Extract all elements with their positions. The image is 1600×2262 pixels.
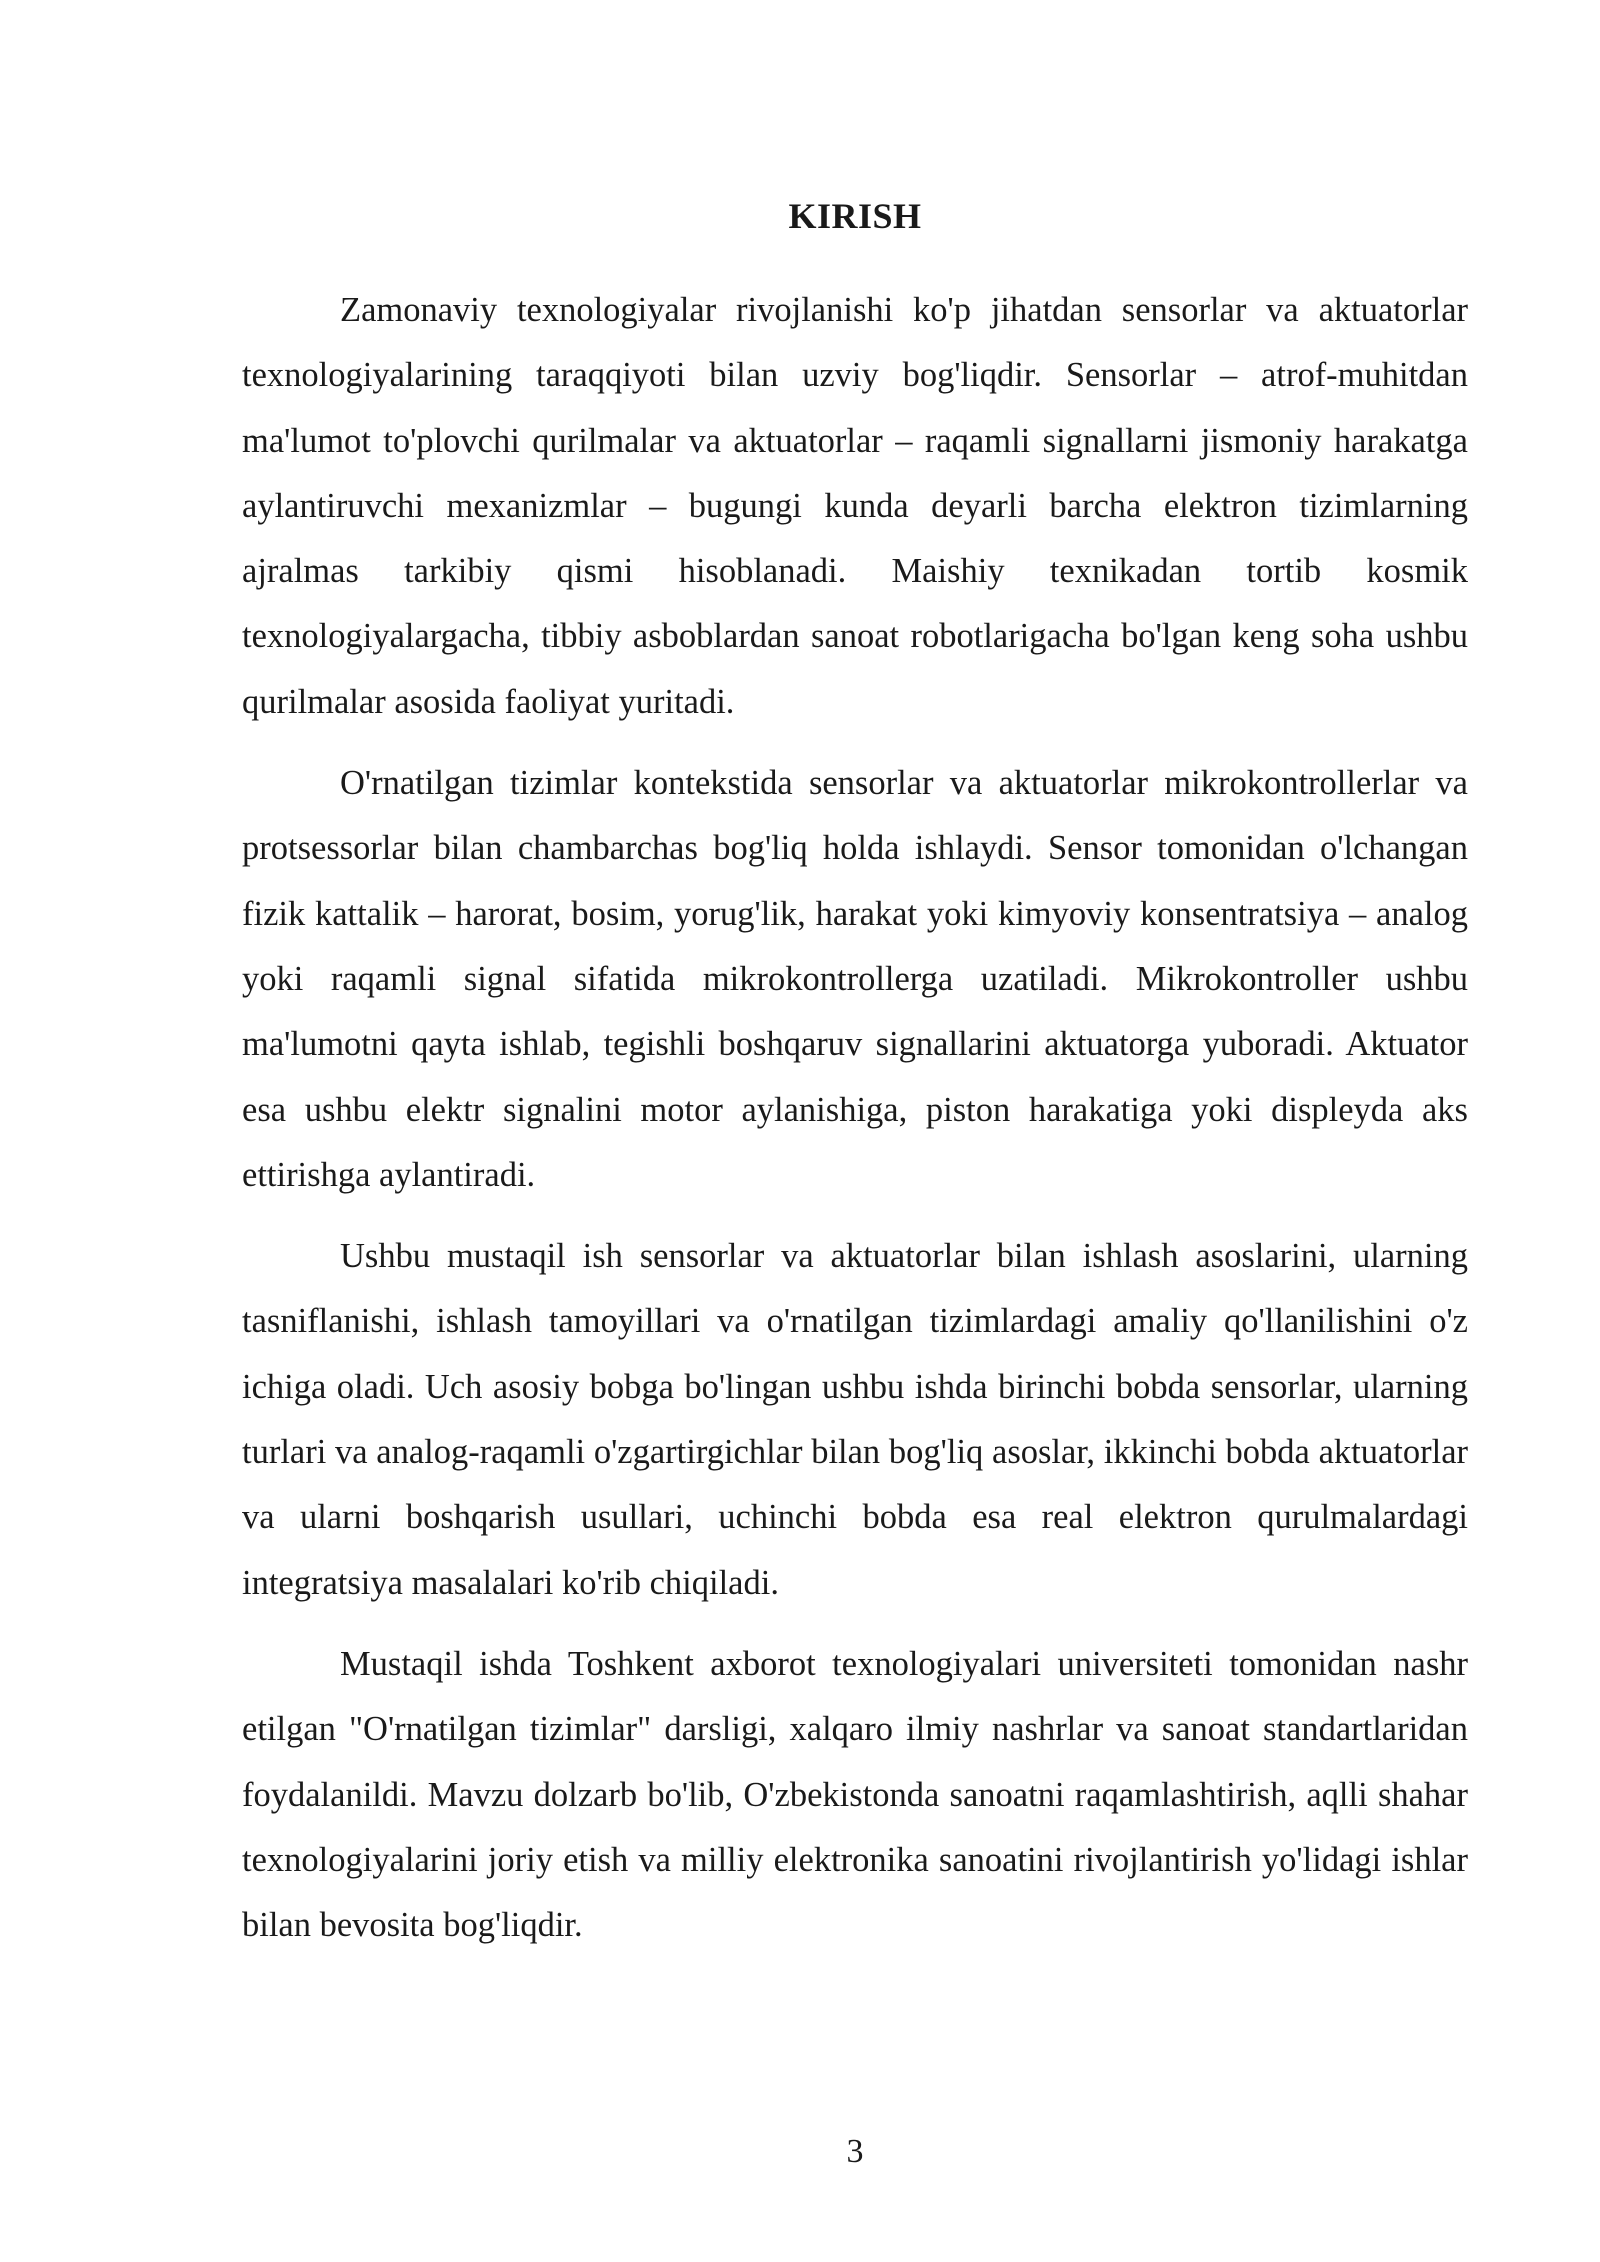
paragraph-3: Ushbu mustaqil ish sensorlar va aktuatorlar bilan ishlash asoslarini, ularning tasniflanishi, ishlash tamoyillari va o'rnatilgan tizimlardagi amaliy qo'llanilishini o'z ichiga oladi. Uch asosiy bobga bo'lingan ushbu ishda birinchi bobda sensorlar, ularning turlari va analog-raqamli o'zgartirgichlar bilan bog'liq asoslar, ikkinchi bobda aktuatorlar va ularni boshqarish usullari, uchinchi bobda esa real elektron qurulmalardagi integratsiya masalalari ko'rib chiqiladi. bbox=[242, 1237, 1468, 1602]
section-title: KIRISH bbox=[788, 196, 922, 236]
paragraph-1: Zamonaviy texnologiyalar rivojlanishi ko'p jihatdan sensorlar va aktuatorlar texnologiyalarining taraqqiyoti bilan uzviy bog'liqdir. Sensorlar – atrof-muhitdan ma'lumot to'plovchi qurilmalar va aktuatorlar – raqamli signallarni jismoniy harakatga aylantiruvchi mexanizmlar – bugungi kunda deyarli barcha elektron tizimlarning ajralmas tarkibiy qismi hisoblanadi. Maishiy texnikadan tortib kosmik texnologiyalargacha, tibbiy asboblardan sanoat robotlarigacha bo'lgan keng soha ushbu qurilmalar asosida faoliyat yuritadi. bbox=[242, 291, 1468, 721]
paragraph-4: Mustaqil ishda Toshkent axborot texnologiyalari universiteti tomonidan nashr etilgan "O'rnatilgan tizimlar" darsligi, xalqaro ilmiy nashrlar va sanoat standartlaridan foydalanildi. Mavzu dolzarb bo'lib, O'zbekistonda sanoatni raqamlashtirish, aqlli shahar texnologiyalarini joriy etish va milliy elektronika sanoatini rivojlantirish yo'lidagi ishlar bilan bevosita bog'liqdir. bbox=[242, 1644, 1468, 1945]
body-text bbox=[242, 278, 1468, 1974]
page-number: 3 bbox=[846, 2133, 864, 2170]
paragraph-2: O'rnatilgan tizimlar kontekstida sensorlar va aktuatorlar mikrokontrollerlar va protsessorlar bilan chambarchas bog'liq holda ishlaydi. Sensor tomonidan o'lchangan fizik kattalik – harorat, bosim, yorug'lik, harakat yoki kimyoviy konsentratsiya – analog yoki raqamli signal sifatida mikrokontrollerga uzatiladi. Mikrokontroller ushbu ma'lumotni qayta ishlab, tegishli boshqaruv signallarini aktuatorga yuboradi. Aktuator esa ushbu elektr signalini motor aylanishiga, piston harakatiga yoki displeyda aks ettirishga aylantiradi. bbox=[242, 764, 1468, 1194]
